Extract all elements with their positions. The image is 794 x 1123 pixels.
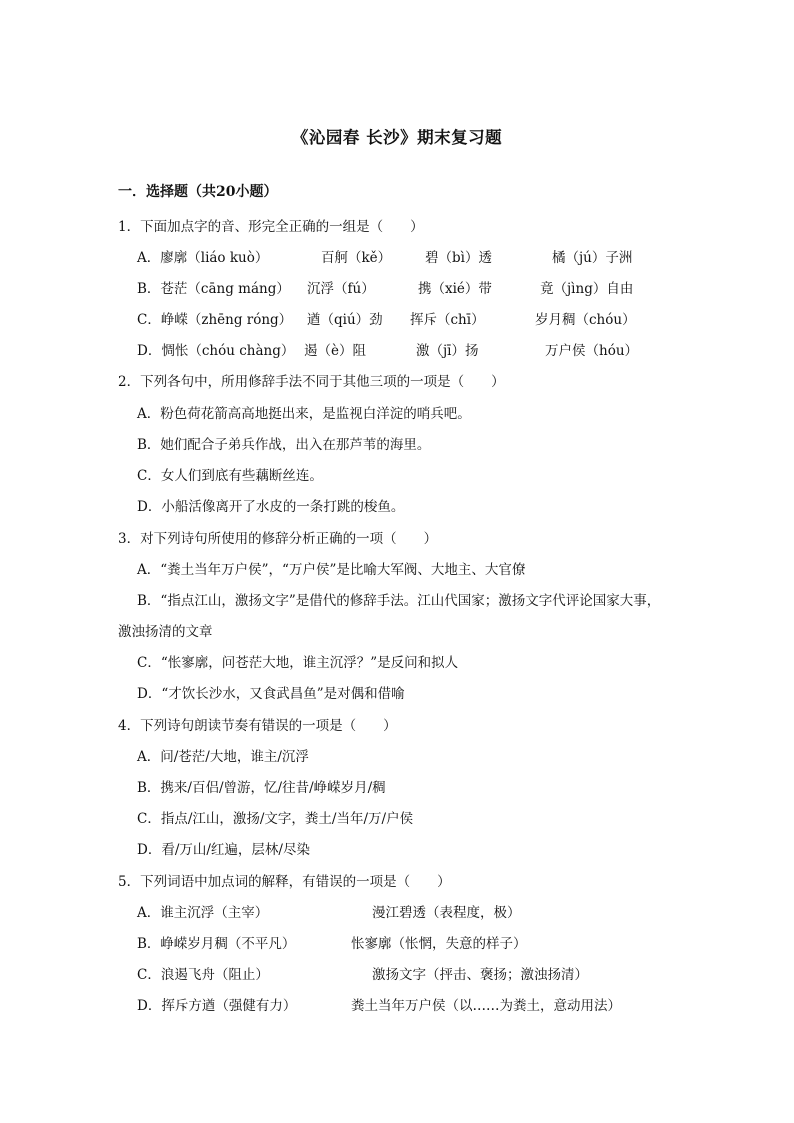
q4-option-d: D．看/万山/红遍，层林/尽染: [137, 842, 310, 858]
q3-option-d: D．“才饮长沙水，又食武昌鱼”是对偶和借喻: [137, 686, 405, 702]
q3-option-c: C．“怅寥廓，问苍茫大地，谁主沉浮？”是反问和拟人: [137, 655, 459, 671]
q1-option-d-1: D．惆怅（chóu chàng）: [137, 343, 295, 359]
q1-option-d-4: 万户侯（hóu）: [545, 343, 639, 359]
q3-option-b-continuation: 激浊扬清的文章: [118, 624, 213, 640]
q1-option-a-3: 碧（bì）透: [425, 250, 492, 266]
q5-option-a-1: A．谁主沉浮（主宰）: [137, 905, 269, 921]
q1-option-b-4: 竟（jìng）自由: [540, 281, 634, 297]
q5-option-b-1: B．峥嵘岁月稠（不平凡）: [137, 936, 296, 952]
q1-option-b-2: 沉浮（fú）: [307, 281, 375, 297]
q1-option-b-1: B．苍茫（cāng máng）: [137, 281, 290, 297]
q2-option-c: C．女人们到底有些藕断丝连。: [137, 468, 323, 484]
q2-option-b: B．她们配合子弟兵作战，出入在那芦苇的海里。: [137, 437, 431, 453]
question-3-stem: 3．对下列诗句所使用的修辞分析正确的一项（ ）: [118, 531, 438, 547]
q2-option-d: D．小船活像离开了水皮的一条打跳的梭鱼。: [137, 499, 405, 515]
q5-option-b-2: 怅寥廓（怅惘，失意的样子）: [351, 936, 527, 952]
question-1-stem: 1．下面加点字的音、形完全正确的一组是（ ）: [118, 219, 424, 235]
q4-option-c: C．指点/江山，激扬/文字，粪土/当年/万/户侯: [137, 811, 414, 827]
q5-option-d-2: 粪土当年万户侯（以……为粪土，意动用法）: [351, 998, 621, 1014]
q1-option-c-4: 岁月稠（chóu）: [535, 312, 636, 328]
q5-option-c-2: 激扬文字（抨击、褒扬；激浊扬清）: [372, 967, 588, 983]
q4-option-a: A．问/苍茫/大地，谁主/沉浮: [137, 749, 309, 765]
q3-option-b: B．“指点江山，激扬文字”是借代的修辞手法。江山代国家；激扬文字代评论国家大事，: [137, 593, 661, 609]
q5-option-c-1: C．浪遏飞舟（阻止）: [137, 967, 269, 983]
question-5-stem: 5．下列词语中加点词的解释，有错误的一项是（ ）: [118, 874, 451, 890]
q1-option-a-4: 橘（jú）子洲: [552, 250, 633, 266]
q1-option-d-3: 激（jī）扬: [416, 343, 479, 359]
q1-option-c-2: 遒（qiú）劲: [307, 312, 383, 328]
document-title: 《沁园春 长沙》期末复习题: [291, 128, 503, 147]
q1-option-c-1: C．峥嵘（zhēng róng）: [137, 312, 293, 328]
q1-option-a-1: A．廖廓（liáo kuò）: [137, 250, 269, 266]
q1-option-d-2: 遏（è）阻: [304, 343, 366, 359]
q5-option-d-1: D．挥斥方遒（强健有力）: [137, 998, 297, 1014]
question-4-stem: 4．下列诗句朗读节奏有错误的一项是（ ）: [118, 718, 397, 734]
q1-option-a-2: 百舸（kě）: [321, 250, 392, 266]
q5-option-a-2: 漫江碧透（表程度，极）: [372, 905, 521, 921]
question-2-stem: 2．下列各句中，所用修辞手法不同于其他三项的一项是（ ）: [118, 374, 505, 390]
q4-option-b: B．携来/百侣/曾游，忆/往昔/峥嵘岁月/稠: [137, 780, 386, 796]
q3-option-a: A．“粪土当年万户侯”，“万户侯”是比喻大军阀、大地主、大官僚: [137, 562, 526, 578]
section-heading: 一．选择题（共20小题）: [118, 184, 278, 200]
q2-option-a: A．粉色荷花箭高高地挺出来，是监视白洋淀的哨兵吧。: [137, 406, 471, 422]
q1-option-b-3: 携（xié）带: [418, 281, 492, 297]
q1-option-c-3: 挥斥（chī）: [410, 312, 485, 328]
